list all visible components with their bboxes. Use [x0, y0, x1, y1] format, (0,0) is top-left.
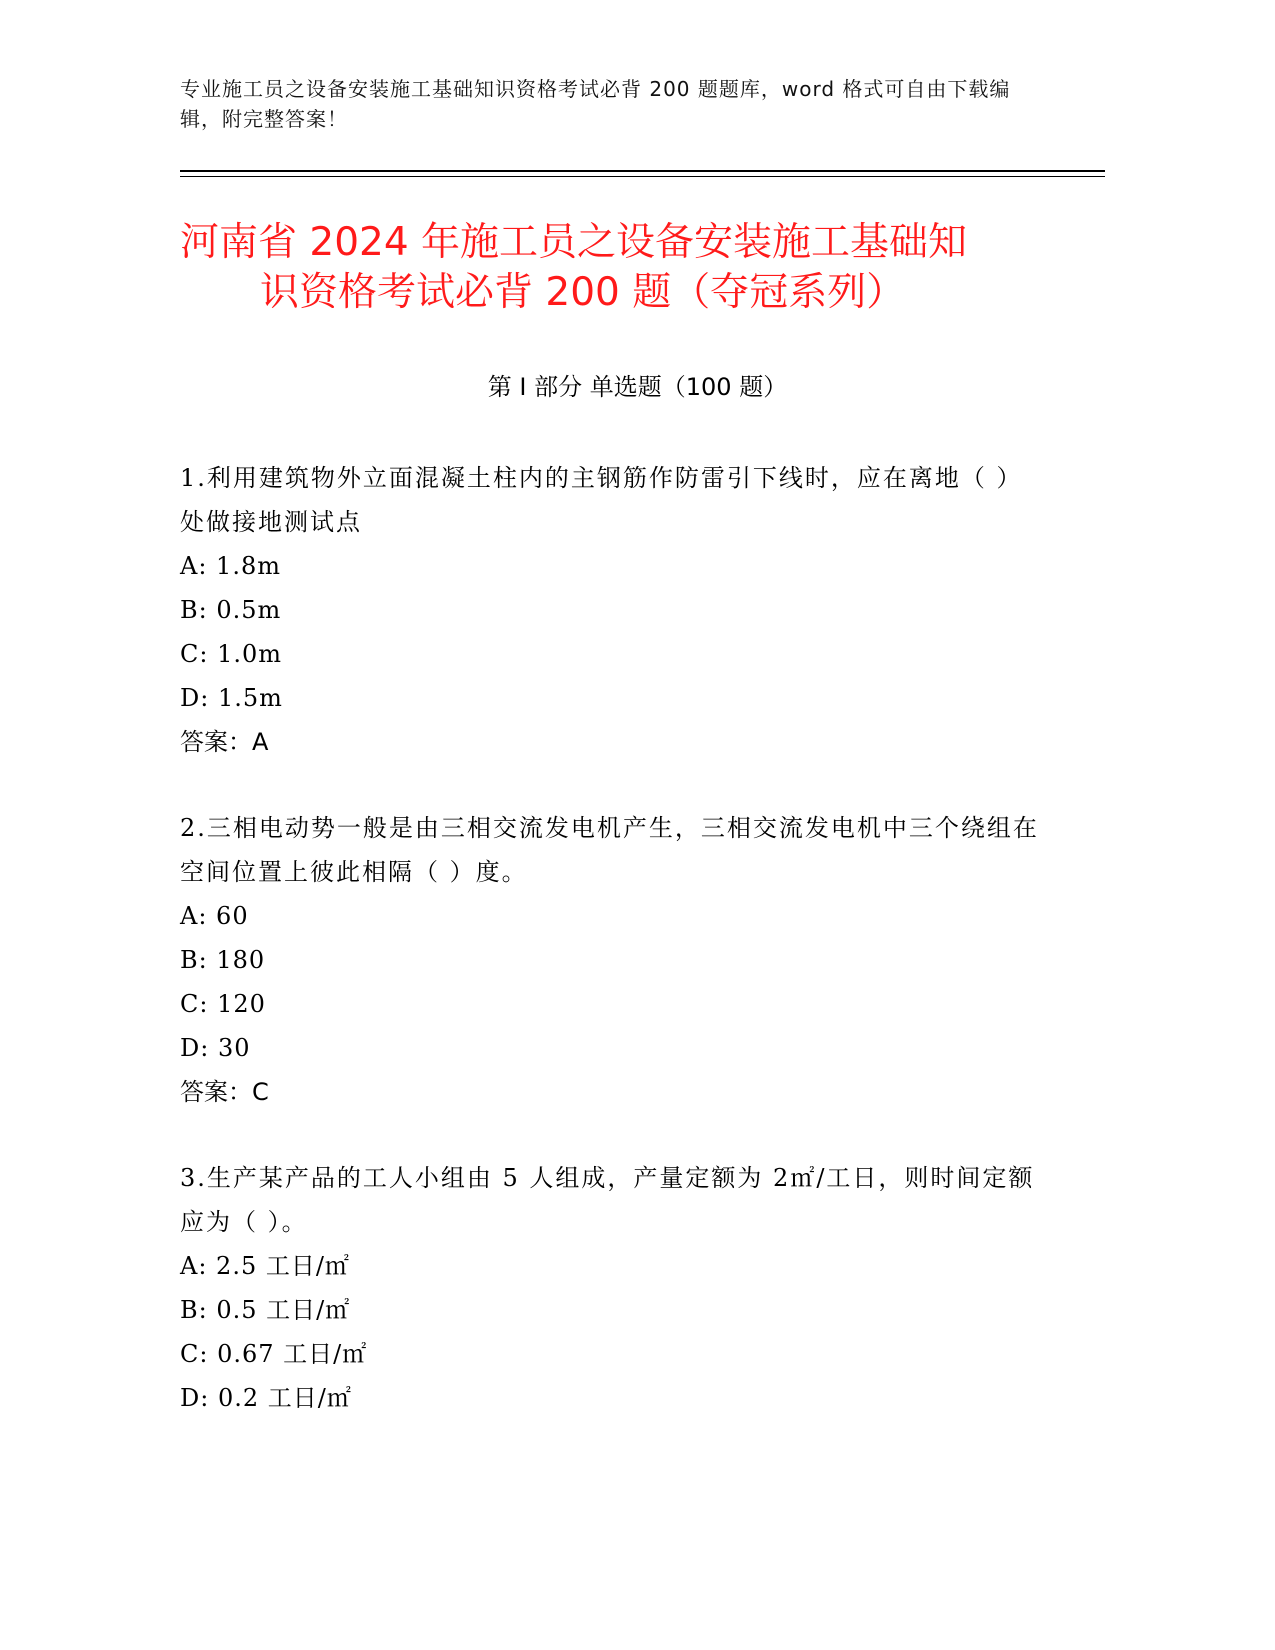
option-a: A: 60 — [180, 902, 249, 930]
option-b: B: 0.5m — [180, 596, 282, 624]
question-stem: 1.利用建筑物外立面混凝土柱内的主钢筋作防雷引下线时，应在离地（ ）处做接地测试点 — [180, 464, 1023, 536]
question-3 — [180, 1156, 1040, 1420]
answer: 答案：A — [180, 728, 269, 756]
question-2 — [180, 806, 1040, 1114]
question-stem: 2.三相电动势一般是由三相交流发电机产生，三相交流发电机中三个绕组在空间位置上彼此相隔（ ）度。 — [180, 814, 1039, 886]
section-heading: 第 I 部分 单选题（100 题） — [487, 373, 788, 401]
option-d: D: 0.2 工日/㎡ — [180, 1384, 352, 1412]
option-c: C: 120 — [180, 990, 266, 1018]
header-divider-thick — [180, 170, 1105, 172]
answer: 答案：C — [180, 1078, 269, 1106]
option-b: B: 0.5 工日/㎡ — [180, 1296, 351, 1324]
option-b: B: 180 — [180, 946, 266, 974]
option-a: A: 2.5 工日/㎡ — [180, 1252, 350, 1280]
option-c: C: 1.0m — [180, 640, 283, 668]
document-title-line-1: 河南省 2024 年施工员之设备安装施工基础知 — [180, 220, 968, 265]
header-divider-thin — [180, 176, 1105, 177]
question-1 — [180, 456, 1040, 764]
document-title — [180, 218, 1100, 318]
question-stem: 3.生产某产品的工人小组由 5 人组成，产量定额为 2㎡/工日，则时间定额应为（ ）。 — [180, 1164, 1035, 1236]
option-c: C: 0.67 工日/㎡ — [180, 1340, 368, 1368]
option-d: D: 1.5m — [180, 684, 283, 712]
question-list — [180, 456, 1040, 1462]
document-title-line-2: 识资格考试必背 200 题（夺冠系列） — [260, 270, 906, 315]
option-a: A: 1.8m — [180, 552, 281, 580]
option-d: D: 30 — [180, 1034, 251, 1062]
header-note: 专业施工员之设备安装施工基础知识资格考试必背 200 题题库，word 格式可自由下载编辑，附完整答案！ — [180, 77, 1011, 131]
